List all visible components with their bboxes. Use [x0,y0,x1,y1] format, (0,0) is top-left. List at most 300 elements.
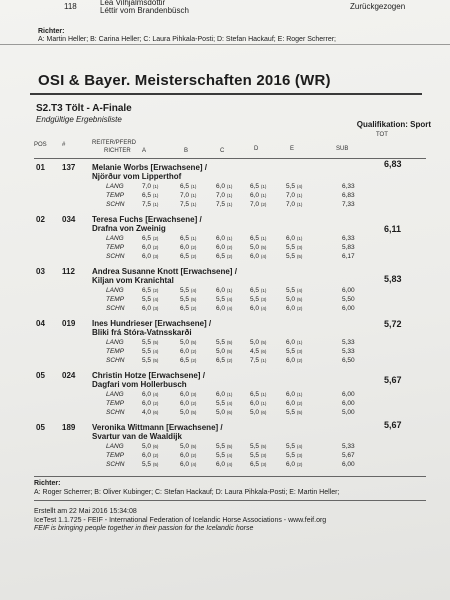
mark-value: 5,5 [286,244,296,251]
judge-c-mark [216,244,232,251]
entry-rider: Ines Hundrieser [Erwachsene] / [92,319,212,328]
mark-rank: (3) [152,306,159,311]
judge-e-mark [286,409,302,416]
mark-rank: (5) [152,462,159,467]
mark-rank: (1) [190,193,197,198]
mark-label: LANG [106,339,124,346]
mark-value: 6,0 [180,348,190,355]
mark-rank: (4) [226,401,233,406]
mark-label: SCHN [106,461,125,468]
mark-rank: (2) [190,358,197,363]
entry-number: 137 [62,163,76,172]
mark-label: SCHN [106,305,125,312]
mark-value: 5,0 [250,339,260,346]
mark-value: 5,5 [250,296,260,303]
mark-label: SCHN [106,253,125,260]
mark-rank: (2) [152,453,159,458]
mark-value: 6,0 [142,253,152,260]
judges-list: A: Roger Scherrer; B: Oliver Kubinger; C: Stefan Hackauf; D: Laura Pihkala-Posti; E: Martin Heller; [34,489,340,496]
mark-rank: (2) [296,462,303,467]
mark-value: 6,0 [286,235,296,242]
mark-rank: (2) [152,236,159,241]
judge-d-mark [250,400,266,407]
mark-rank: (1) [226,202,233,207]
mark-value: 5,5 [286,183,296,190]
col-b: B [184,148,189,154]
mark-rank: (5) [260,245,267,250]
mark-value: 5,5 [216,400,226,407]
mark-value: 6,0 [180,452,190,459]
entry-row [30,420,435,472]
judge-c-mark [216,339,232,346]
judge-a-mark [142,253,158,260]
mark-rank: (2) [296,358,303,363]
previous-judges-list: A: Martin Heller; B: Carina Heller; C: Laura Pihkala-Posti; D: Stefan Hackauf; E: Roger Scherrer; [38,36,337,43]
mark-label: LANG [106,235,124,242]
mark-value: 7,0 [286,201,296,208]
judge-e-mark [286,201,302,208]
judge-d-mark [250,391,266,398]
entry-number: 034 [62,215,76,224]
mark-rank: (2) [190,401,197,406]
judge-c-mark [216,400,232,407]
mark-rank: (5) [190,410,197,415]
judge-d-mark [250,235,266,242]
judge-e-mark [286,296,302,303]
entry-rider: Veronika Wittmann [Erwachsene] / [92,423,223,432]
mark-value: 6,5 [142,235,152,242]
mark-row [30,235,370,243]
judge-d-mark [250,348,266,355]
judge-b-mark [180,244,196,251]
mark-value: 5,5 [286,287,296,294]
mark-value: 5,0 [216,409,226,416]
judge-d-mark [250,192,266,199]
mark-value: 5,0 [180,443,190,450]
entry-total: 5,72 [384,319,402,329]
mark-row [30,305,370,313]
mark-rank: (4) [226,462,233,467]
mark-subtotal: 6,00 [342,305,355,312]
previous-judges-label: Richter: [38,28,65,35]
mark-value: 7,5 [180,201,190,208]
mark-value: 6,0 [250,400,260,407]
mark-row [30,400,370,408]
entry-position: 05 [36,423,45,432]
mark-value: 6,0 [286,357,296,364]
mark-value: 5,5 [142,339,152,346]
mark-value: 6,0 [250,253,260,260]
mark-value: 6,0 [216,305,226,312]
mark-rank: (1) [226,184,233,189]
mark-label: LANG [106,391,124,398]
mark-rank: (1) [260,236,267,241]
feif-slogan: FEIF is bringing people together in their passion for the Icelandic horse [34,525,254,532]
entry-number: 024 [62,371,76,380]
entry-row [30,368,435,420]
judge-d-mark [250,339,266,346]
judge-a-mark [142,305,158,312]
mark-value: 6,5 [142,287,152,294]
col-sub: SUB [336,146,349,152]
mark-rank: (1) [190,236,197,241]
judge-b-mark [180,452,196,459]
mark-rank: (3) [296,245,303,250]
mark-rank: (3) [260,462,267,467]
mark-value: 6,5 [216,253,226,260]
mark-rank: (4) [296,444,303,449]
mark-rank: (5) [190,444,197,449]
mark-row [30,452,370,460]
judge-c-mark [216,253,232,260]
mark-value: 7,0 [250,201,260,208]
mark-value: 5,5 [142,357,152,364]
mark-value: 6,0 [250,192,260,199]
mark-rank: (1) [260,288,267,293]
judge-a-mark [142,287,158,294]
mark-rank: (1) [296,392,303,397]
mark-value: 6,5 [250,461,260,468]
mark-subtotal: 6,50 [342,357,355,364]
created-date: Erstellt am 22 Mai 2016 15:34:08 [34,508,137,515]
entry-position: 04 [36,319,45,328]
judge-b-mark [180,287,196,294]
mark-subtotal: 5,67 [342,452,355,459]
mark-rank: (6) [260,410,267,415]
mark-rank: (5) [296,297,303,302]
mark-rank: (6) [152,444,159,449]
title-divider [30,93,422,95]
col-judge: RICHTER [104,148,131,154]
mark-rank: (2) [260,202,267,207]
mark-rank: (2) [296,401,303,406]
judge-d-mark [250,452,266,459]
mark-row [30,409,370,417]
judge-e-mark [286,183,302,190]
entry-rider: Melanie Worbs [Erwachsene] / [92,163,207,172]
mark-rank: (4) [226,297,233,302]
mark-row [30,391,370,399]
mark-label: LANG [106,183,124,190]
mark-rank: (2) [152,401,159,406]
mark-value: 5,5 [286,409,296,416]
mark-value: 5,5 [216,443,226,450]
mark-label: SCHN [106,357,125,364]
mark-row [30,192,370,200]
mark-rank: (1) [296,340,303,345]
col-a: A [142,148,147,154]
judge-c-mark [216,461,232,468]
mark-value: 5,5 [216,339,226,346]
judge-a-mark [142,357,158,364]
col-pos: POS [34,142,47,148]
col-nr: # [62,142,66,148]
mark-label: TEMP [106,244,125,251]
mark-rank: (5) [152,358,159,363]
judge-c-mark [216,305,232,312]
mark-rank: (3) [152,254,159,259]
entry-total: 5,67 [384,375,402,385]
entry-position: 03 [36,267,45,276]
mark-label: SCHN [106,201,125,208]
judge-b-mark [180,461,196,468]
list-type: Endgültige Ergebnisliste [36,115,122,124]
mark-rank: (2) [226,254,233,259]
judge-a-mark [142,235,158,242]
entry-row [30,264,435,316]
mark-value: 6,0 [180,400,190,407]
judge-a-mark [142,201,158,208]
mark-value: 7,5 [142,201,152,208]
footer-divider-2 [34,500,426,501]
judge-d-mark [250,357,266,364]
mark-value: 5,5 [286,253,296,260]
mark-value: 6,0 [286,461,296,468]
judge-d-mark [250,183,266,190]
judge-e-mark [286,391,302,398]
mark-rank: (4) [190,288,197,293]
mark-subtotal: 7,33 [342,201,355,208]
judge-b-mark [180,305,196,312]
mark-rank: (5) [152,340,159,345]
mark-value: 5,5 [142,296,152,303]
entry-row [30,316,435,368]
mark-rank: (2) [152,288,159,293]
entry-number: 189 [62,423,76,432]
mark-value: 5,5 [180,287,190,294]
judge-c-mark [216,183,232,190]
mark-label: LANG [106,287,124,294]
mark-subtotal: 6,00 [342,461,355,468]
col-rider-horse: REITER/PFERD [92,140,137,146]
mark-row [30,287,370,295]
mark-subtotal: 5,50 [342,296,355,303]
mark-rank: (1) [296,193,303,198]
judge-b-mark [180,348,196,355]
mark-value: 6,0 [216,183,226,190]
mark-rank: (5) [226,340,233,345]
mark-rank: (1) [190,184,197,189]
mark-value: 5,5 [180,296,190,303]
mark-value: 6,0 [142,305,152,312]
judge-a-mark [142,348,158,355]
judge-a-mark [142,244,158,251]
entry-rider: Andrea Susanne Knott [Erwachsene] / [92,267,237,276]
mark-rank: (3) [260,297,267,302]
entry-position: 01 [36,163,45,172]
judge-d-mark [250,253,266,260]
mark-value: 5,5 [286,452,296,459]
mark-value: 6,0 [142,400,152,407]
entry-total: 6,83 [384,159,402,169]
previous-page-strip [0,0,450,45]
judge-a-mark [142,339,158,346]
judge-c-mark [216,357,232,364]
col-c: C [220,148,225,154]
mark-value: 6,5 [250,287,260,294]
mark-rank: (1) [260,193,267,198]
column-header [30,132,435,160]
judge-c-mark [216,443,232,450]
mark-subtotal: 5,33 [342,443,355,450]
results-section [30,58,435,562]
entry-horse: Bliki frá Stóra-Vatnsskarði [92,328,192,337]
mark-rank: (2) [296,306,303,311]
mark-rank: (5) [226,349,233,354]
mark-subtotal: 5,83 [342,244,355,251]
previous-entry-status: Zurückgezogen [350,2,406,11]
judge-c-mark [216,296,232,303]
entry-number: 019 [62,319,76,328]
judge-b-mark [180,235,196,242]
entry-total: 5,83 [384,274,402,284]
judge-a-mark [142,452,158,459]
mark-rank: (5) [260,444,267,449]
entry-total: 6,11 [384,224,402,234]
entry-position: 05 [36,371,45,380]
judge-b-mark [180,443,196,450]
judge-e-mark [286,192,302,199]
mark-rank: (6) [152,410,159,415]
judge-a-mark [142,183,158,190]
mark-rank: (5) [190,297,197,302]
judge-d-mark [250,443,266,450]
mark-value: 5,0 [142,443,152,450]
mark-row [30,201,370,209]
mark-rank: (5) [260,340,267,345]
mark-rank: (3) [296,349,303,354]
mark-value: 5,5 [250,443,260,450]
mark-rank: (1) [260,401,267,406]
judge-e-mark [286,287,302,294]
judge-d-mark [250,296,266,303]
mark-rank: (1) [226,193,233,198]
judge-b-mark [180,183,196,190]
entry-row [30,212,435,264]
mark-rank: (4) [260,306,267,311]
judge-b-mark [180,296,196,303]
mark-label: LANG [106,443,124,450]
header-divider [34,158,426,159]
mark-value: 5,5 [216,452,226,459]
mark-rank: (1) [152,193,159,198]
mark-value: 6,0 [180,461,190,468]
mark-rank: (1) [296,202,303,207]
mark-rank: (1) [152,184,159,189]
judge-a-mark [142,461,158,468]
mark-rank: (4) [296,184,303,189]
mark-value: 6,5 [250,235,260,242]
entries-list [30,160,435,472]
judge-d-mark [250,461,266,468]
software-line: IceTest 1.1.725 - FEIF - International Federation of Icelandic Horse Associations - www.feif.org [34,517,327,524]
judge-b-mark [180,357,196,364]
mark-value: 6,0 [286,305,296,312]
mark-value: 5,0 [180,409,190,416]
mark-rank: (2) [152,245,159,250]
judge-b-mark [180,201,196,208]
judge-c-mark [216,201,232,208]
judge-e-mark [286,357,302,364]
judge-b-mark [180,400,196,407]
mark-value: 7,0 [142,183,152,190]
mark-value: 5,5 [286,443,296,450]
mark-value: 6,0 [142,391,152,398]
mark-value: 6,0 [180,391,190,398]
mark-value: 6,0 [286,339,296,346]
mark-value: 7,5 [250,357,260,364]
mark-rank: (1) [226,392,233,397]
mark-row [30,253,370,261]
mark-subtotal: 6,33 [342,183,355,190]
mark-subtotal: 5,33 [342,348,355,355]
mark-rank: (1) [260,358,267,363]
col-tot: TOT [376,132,388,138]
mark-rank: (3) [260,453,267,458]
mark-rank: (2) [190,349,197,354]
judges-label: Richter: [34,480,61,487]
test-name: S2.T3 Tölt - A-Finale [36,103,132,114]
mark-value: 5,0 [216,348,226,355]
mark-row [30,183,370,191]
entry-horse: Njörður vom Lipperthof [92,172,182,181]
mark-value: 6,5 [180,357,190,364]
mark-rank: (1) [260,392,267,397]
mark-rank: (1) [296,236,303,241]
judge-a-mark [142,391,158,398]
judge-d-mark [250,201,266,208]
entry-total: 5,67 [384,420,402,430]
mark-rank: (2) [190,453,197,458]
mark-rank: (1) [260,184,267,189]
judge-e-mark [286,305,302,312]
judge-c-mark [216,348,232,355]
mark-rank: (2) [226,245,233,250]
mark-rank: (4) [296,288,303,293]
judge-e-mark [286,244,302,251]
mark-value: 6,0 [250,305,260,312]
mark-label: TEMP [106,296,125,303]
judge-e-mark [286,253,302,260]
judge-b-mark [180,192,196,199]
mark-value: 6,5 [250,183,260,190]
mark-value: 7,5 [216,201,226,208]
mark-label: TEMP [106,348,125,355]
mark-row [30,443,370,451]
mark-rank: (1) [226,236,233,241]
mark-rank: (1) [226,288,233,293]
mark-label: TEMP [106,400,125,407]
mark-subtotal: 5,33 [342,339,355,346]
mark-rank: (3) [190,392,197,397]
judge-d-mark [250,305,266,312]
mark-row [30,296,370,304]
mark-value: 4,5 [250,348,260,355]
mark-subtotal: 6,33 [342,235,355,242]
mark-rank: (5) [296,410,303,415]
judge-a-mark [142,443,158,450]
mark-subtotal: 6,00 [342,287,355,294]
mark-value: 6,0 [142,452,152,459]
mark-value: 5,5 [142,348,152,355]
mark-value: 6,5 [180,253,190,260]
mark-value: 7,0 [286,192,296,199]
mark-value: 5,0 [250,409,260,416]
previous-entry-rider: Lea Vilhjálmsdóttir [100,0,166,7]
judge-b-mark [180,339,196,346]
mark-row [30,348,370,356]
mark-value: 6,5 [180,305,190,312]
